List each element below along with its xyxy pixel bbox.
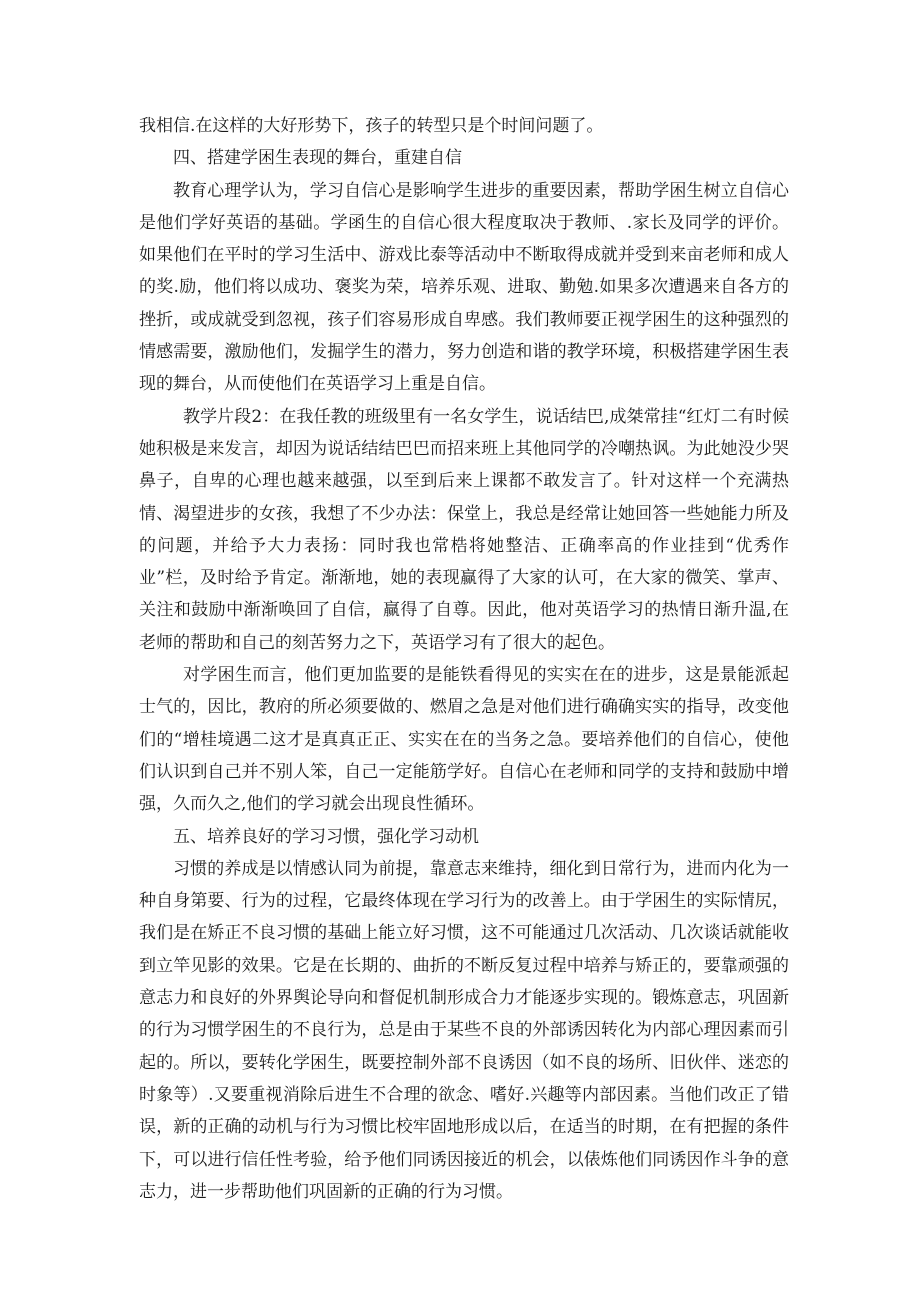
paragraph-teaching-excerpt-2: 教学片段2：在我任教的班级里有一名女学生，说话结巴,成桀常挂“红灯二有时候她积极是来发言，却因为说话结结巴巴而招来班上其他同学的冷嘲热讽。为此她没少哭鼻子，自卑的心理也越来越强，以至到后来上课都不敢发言了。针对这样一个充满热情、渴望进步的女孩，我想了不少办法：保堂上，我总是经常让她回答一些她能力所及的问题，并给予大力表扬：同时我也常梏将她整洁、正确率高的作业挂到“优秀作业”栏，及时给予肯定。渐渐地，她的表现赢得了大家的认可，在大家的微笑、掌声、关注和鼓励中渐渐唤回了自信，赢得了自尊。因此，他对英语学习的热情日渐升温,在老师的帮助和自己的刻苦努力之下，英语学习有了很大的起色。 xyxy=(139,406,789,653)
document-page xyxy=(139,110,789,1208)
paragraph-self-confidence: 教育心理学认为，学习自信心是影响学生进步的重要因素，帮助学困生树立自信心是他们学好英语的基础。学函生的自信心很大程度取决于教师、.家长及同学的评价。如果他们在平时的学习生活中、游戏比泰等活动中不断取得成就并受到来亩老师和成人的奖.励，他们将以成功、褒奖为荣，培养乐观、进取、勤勉.如果多次遭遇来自各方的挫折，或成就受到忽视，孩子们容易形成自卑感。我们教师要正视学困生的这种强烈的情感需要，激励他们，发掘学生的潜力，努力创造和谐的教学环境，积极搭建学困生表现的舞台，从而使他们在英语学习上重是自信。 xyxy=(139,180,789,395)
section-heading-5: 五、培养良好的学习习惯，强化学习动机 xyxy=(173,826,479,847)
paragraph-study-habits: 习惯的养成是以情感认同为前提，靠意志来维持，细化到日常行为，进而内化为一种自身第要、行为的过程，它最终体现在学习行为的改善上。由于学困生的实际情尻，我们是在矫正不良习惯的基础上能立好习惯，这不可能通过几次活动、几次谈话就能收到立竿见影的效果。它是在长期的、曲折的不断反复过程中培养与矫正的，要靠顽强的意志力和良好的外界舆论导向和督促机制形成合力才能逐步实现的。锻炼意志，巩固新的行为习惯学困生的不良行为，总是由于某些不良的外部诱因转化为内部心理因素而引起的。所以，要转化学困生，既要控制外部不良诱因（如不良的场所、旧伙伴、迷恋的时象等）.又要重视消除后进生不合理的欲念、嗜好.兴趣等内部因素。当他们改正了错误，新的正确的动机与行为习惯比校牢固地形成以后，在适当的时期，在有把握的条件下，可以进行信任性考验，给予他们同诱因接近的机会，以俵炼他们同诱因作斗争的意志力，进一步帮助他们巩固新的正确的行为习惯。 xyxy=(139,858,789,1202)
paragraph-conclusion: 我相信.在这样的大好形势下，孩子的转型只是个时间问题了。 xyxy=(139,116,604,136)
section-heading-4: 四、搭建学困生表现的舞台，重建自信 xyxy=(173,148,462,169)
paragraph-real-progress: 对学困生而言，他们更加监要的是能铁看得见的实实在在的进步，这是景能派起士气的，因比，教府的所必须要做的、燃眉之急是对他们进行确确实实的指导，改变他们的“增桂境遇二这才是真真正正、实实在在的当务之急。要培养他们的自信心，使他们认识到自己并不别人笨，自己一定能筋学好。自信心在老师和同学的支持和鼓励中增强，久而久之,他们的学习就会出现良性循环。 xyxy=(139,665,789,815)
